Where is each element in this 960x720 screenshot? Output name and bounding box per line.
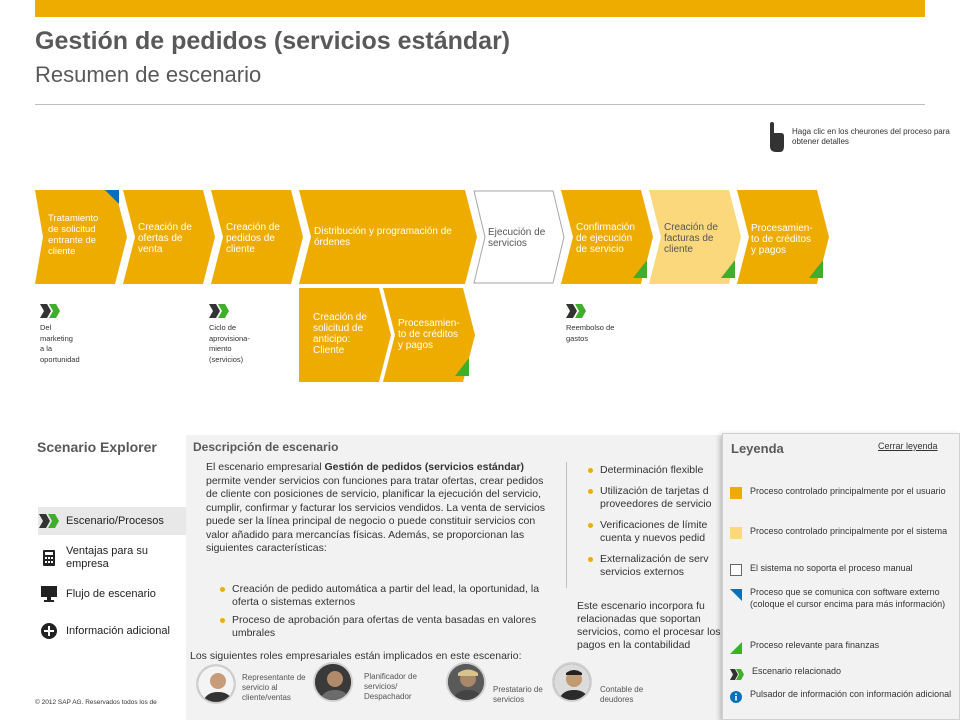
double-chevron-icon (730, 667, 744, 679)
role-avatar[interactable] (552, 662, 592, 702)
role-avatar[interactable] (446, 662, 486, 702)
process-chevron-distribucion[interactable]: Distribución y programación de órdenes (299, 190, 477, 284)
blue-corner-icon (730, 588, 742, 600)
role-label: Representante de servicio al cliente/ventas (242, 673, 306, 702)
related-scenario-marketing[interactable]: Del marketing a la oportunidad (40, 304, 110, 365)
role-label: Prestatario de servicios (493, 685, 543, 704)
pointer-hand-icon (766, 120, 786, 154)
double-chevron-icon (40, 304, 62, 318)
related-scenario-aprovisionamiento[interactable]: Ciclo de aprovisiona- miento (servicios) (209, 304, 279, 365)
explorer-item-flujo[interactable]: Flujo de escenario (38, 580, 186, 608)
info-icon (730, 690, 742, 702)
legend-item: Proceso controlado principalmente por el sistema (730, 526, 955, 539)
related-scenario-reembolso[interactable]: Reembolso de gastos (566, 304, 636, 344)
role-label: Contable de deudores (600, 685, 644, 704)
process-chevron-tratamiento-solicitud[interactable]: Tratamiento de solicitud entrante de cliente (35, 190, 127, 284)
footer-copyright: © 2012 SAP AG. Reservados todos los de (35, 699, 157, 706)
explorer-item-ventajas[interactable]: Ventajas para su empresa (38, 543, 186, 573)
double-chevron-icon (38, 512, 60, 530)
list-item: Verificaciones de límite cuenta y nuevos pedid (588, 519, 728, 545)
legend-title: Leyenda (731, 441, 784, 456)
list-item: Determinación flexible (588, 464, 728, 477)
process-chevron-solicitud-anticipo[interactable]: Creación de solicitud de anticipo: Cliente (299, 288, 391, 382)
title-divider (35, 104, 925, 105)
description-intro: El escenario empresarial Gestión de pedidos (servicios estándar) permite vender servicios con funciones para tratar ofertas, crear pedidos de cliente con posiciones de servicio, planificar la ejecución del servicio, cumplir, confirmar y facturar los servicios vendidos. La venta de servicios puede ser la línea principal de negocio o puede constituir servicios con valor añadido para mercancías físicas. Además, se proporcionan las siguientes características: (206, 461, 546, 554)
role-label: Planificador de servicios/ Despachador (364, 672, 417, 701)
page-subtitle: Resumen de escenario (35, 62, 262, 87)
description-title: Descripción de escenario (193, 440, 339, 454)
close-legend-link[interactable]: Cerrar leyenda (878, 441, 938, 451)
explorer-item-informacion[interactable]: Información adicional (38, 617, 186, 645)
white-square-icon (730, 564, 742, 576)
roles-intro: Los siguientes roles empresariales están implicados en este escenario: (190, 650, 522, 662)
legend-item: Proceso que se comunica con software externo (coloque el cursor encima para más información) (730, 587, 955, 610)
description-right-text: Este escenario incorpora fu relacionadas que soportan servicios, como el procesar los pagos en la contabilidad (577, 600, 721, 651)
legend-item: Proceso relevante para finanzas (730, 640, 955, 653)
process-chevron-confirmacion[interactable]: Confirmación de ejecución de servicio (561, 190, 653, 284)
process-chevron-facturas[interactable]: Creación de facturas de cliente (649, 190, 741, 284)
legend-item: El sistema no soporta el proceso manual (730, 563, 955, 576)
process-chevron-creditos-pagos-2[interactable]: Procesamien- to de créditos y pagos (383, 288, 475, 382)
page-title: Gestión de pedidos (servicios estándar) (35, 27, 511, 55)
plus-circle-icon (38, 622, 60, 640)
process-chevron-creditos-pagos[interactable]: Procesamien- to de créditos y pagos (737, 190, 829, 284)
legend-item: Escenario relacionado (730, 666, 955, 679)
calculator-icon (38, 549, 60, 567)
double-chevron-icon (209, 304, 231, 318)
legend-item: Pulsador de información con información adicional (730, 689, 955, 702)
role-avatar[interactable] (313, 662, 353, 702)
list-item: Creación de pedido automática a partir del lead, la oportunidad, la oferta o sistemas externos (220, 583, 550, 609)
list-item: Utilización de tarjetas d proveedores de servicio (588, 485, 728, 511)
process-chevron-ofertas-venta[interactable]: Creación de ofertas de venta (123, 190, 215, 284)
top-accent-bar (35, 0, 925, 17)
legend-item: Proceso controlado principalmente por el usuario (730, 486, 955, 499)
role-avatar[interactable] (196, 664, 236, 704)
list-item: Externalización de serv servicios externos (588, 553, 728, 579)
green-corner-icon (730, 641, 742, 653)
list-item: Proceso de aprobación para ofertas de venta basadas en valores umbrales (220, 614, 550, 640)
monitor-icon (38, 585, 60, 603)
orange-square-icon (730, 487, 742, 499)
description-bullets (220, 583, 550, 645)
description-right-bullets (588, 464, 728, 584)
column-divider (566, 462, 567, 588)
double-chevron-icon (566, 304, 588, 318)
explorer-item-escenario-procesos[interactable]: Escenario/Procesos (38, 507, 186, 535)
process-chevron-pedidos-cliente[interactable]: Creación de pedidos de cliente (211, 190, 303, 284)
process-chevron-ejecucion-servicios[interactable]: Ejecución de servicios (473, 190, 565, 284)
light-orange-square-icon (730, 527, 742, 539)
hint-text: Haga clic en los cheurones del proceso para obtener detalles (792, 127, 950, 146)
scenario-explorer-title: Scenario Explorer (37, 439, 157, 455)
